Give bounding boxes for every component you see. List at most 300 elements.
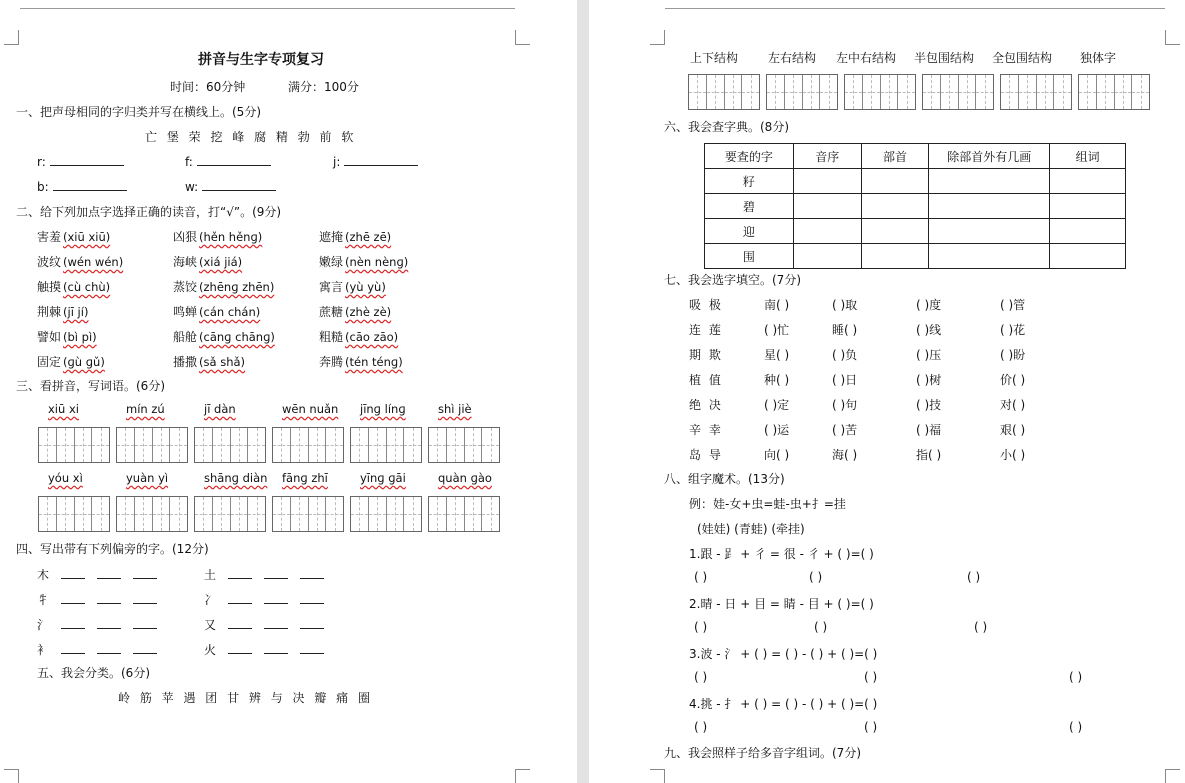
grid-cell[interactable] — [387, 497, 405, 531]
answer-cell[interactable] — [1050, 194, 1126, 219]
grid-cell[interactable] — [75, 497, 93, 531]
writing-grid[interactable] — [116, 427, 188, 463]
structure-label: 全包围结构 — [992, 51, 1053, 65]
fill-blank-item[interactable]: 种( ) — [764, 373, 790, 387]
answer-cell[interactable] — [929, 219, 1050, 244]
answer-blank[interactable] — [61, 643, 85, 654]
grid-cell[interactable] — [57, 428, 75, 462]
writing-grid[interactable] — [766, 74, 838, 110]
line-label: w: — [185, 180, 199, 194]
grid-cell[interactable] — [248, 497, 265, 531]
grid-cell[interactable] — [1054, 75, 1071, 109]
grid-cell[interactable] — [117, 497, 135, 531]
grid-cell[interactable] — [309, 428, 327, 462]
choice-pair: 植 值 — [689, 373, 723, 387]
answer-blank[interactable] — [228, 593, 252, 604]
answer-cell[interactable] — [929, 194, 1050, 219]
grid-cell[interactable] — [326, 497, 343, 531]
grid-cell[interactable] — [725, 75, 743, 109]
answer-line-f[interactable] — [185, 153, 271, 169]
grid-cell[interactable] — [195, 497, 213, 531]
page-title: 拼音与生字专项复习 — [198, 52, 324, 68]
fill-blank-item[interactable]: 指( ) — [916, 448, 942, 462]
writing-grid[interactable] — [194, 496, 266, 532]
answer-blank[interactable] — [202, 178, 276, 191]
grid-cell[interactable] — [1019, 75, 1037, 109]
section-heading: 一、把声母相同的字归类并写在横线上。(5分) — [16, 105, 261, 119]
radical-row — [204, 641, 336, 658]
pinyin-label: jīnɡ línɡ — [360, 402, 406, 416]
grid-cell[interactable] — [291, 497, 309, 531]
grid-cell[interactable] — [75, 428, 93, 462]
item-pinyin-options[interactable]: (zhē zē) — [345, 230, 392, 244]
answer-blank[interactable] — [50, 153, 124, 166]
fill-blank-item[interactable]: ( )运 — [764, 423, 790, 437]
grid-cell[interactable] — [369, 497, 387, 531]
fill-blank-item[interactable]: ( )日 — [832, 373, 858, 387]
grid-cell[interactable] — [273, 428, 291, 462]
item-word: 凶狠 — [173, 230, 198, 244]
answer-blank[interactable] — [300, 618, 324, 629]
answer-blank[interactable] — [300, 568, 324, 579]
grid-cell[interactable] — [863, 75, 881, 109]
fill-blank-item[interactable]: 南( ) — [764, 298, 790, 312]
answer-line-b[interactable] — [37, 178, 127, 194]
answer-cell[interactable] — [861, 219, 929, 244]
radical-char: 氵 — [37, 618, 50, 632]
grid-cell[interactable] — [231, 428, 249, 462]
answer-cell[interactable] — [861, 169, 929, 194]
fill-blank-item[interactable]: 价( ) — [1000, 373, 1026, 387]
writing-grid[interactable] — [428, 496, 500, 532]
fill-blank-item[interactable]: 星( ) — [764, 348, 790, 362]
item-word: 荆棘 — [37, 305, 62, 319]
magic-equation[interactable]: 2.晴 - 日 + 目 = 睛 - 目 + ( )=( ) — [689, 597, 874, 611]
answer-blank[interactable] — [344, 153, 418, 166]
radical-row — [37, 566, 169, 583]
pronunciation-item[interactable] — [319, 228, 391, 245]
item-word: 遮掩 — [319, 230, 344, 244]
pronunciation-item[interactable] — [173, 278, 274, 295]
answer-cell[interactable] — [861, 244, 929, 269]
grid-cell[interactable] — [273, 497, 291, 531]
example-line: 例：娃-女+虫=蛙-虫+扌=挂 — [689, 497, 846, 511]
grid-cell[interactable] — [1097, 75, 1115, 109]
item-pinyin-options[interactable]: (tén ténɡ) — [345, 355, 403, 369]
structure-label: 左中右结构 — [836, 51, 897, 65]
choice-pair: 岛 导 — [689, 448, 723, 462]
item-word: 固定 — [37, 355, 62, 369]
fill-blank-item[interactable]: ( )负 — [832, 348, 858, 362]
answer-blank[interactable] — [133, 568, 157, 579]
answer-blank[interactable] — [300, 593, 324, 604]
writing-grid[interactable] — [272, 496, 344, 532]
grid-cell[interactable] — [135, 428, 153, 462]
fill-blank-item[interactable]: ( )取 — [832, 298, 858, 312]
answer-blank[interactable] — [133, 643, 157, 654]
crop-mark — [4, 769, 19, 783]
crop-mark — [650, 30, 665, 45]
radical-char: 土 — [204, 568, 217, 582]
item-word: 粗糙 — [319, 330, 344, 344]
grid-cell[interactable] — [1132, 75, 1149, 109]
page-right — [589, 0, 1185, 783]
item-word: 蔗糖 — [319, 305, 344, 319]
table-row — [705, 244, 1126, 269]
writing-grid[interactable] — [272, 427, 344, 463]
grid-cell[interactable] — [231, 497, 249, 531]
item-pinyin-options[interactable]: (wén wén) — [63, 255, 124, 269]
crop-mark — [650, 769, 665, 783]
fill-blank-item[interactable]: ( )福 — [916, 423, 942, 437]
structure-label: 上下结构 — [690, 51, 739, 65]
grid-cell[interactable] — [39, 428, 57, 462]
pronunciation-item[interactable] — [173, 353, 245, 370]
grid-cell[interactable] — [820, 75, 837, 109]
section-heading: 二、给下列加点字选择正确的读音，打“√”。(9分) — [16, 205, 282, 219]
writing-grid[interactable] — [116, 496, 188, 532]
pronunciation-item[interactable] — [37, 353, 105, 370]
grid-cell[interactable] — [92, 428, 109, 462]
answer-line-w[interactable] — [185, 178, 276, 194]
magic-equation[interactable]: 1.跟 - 𧾷 + 彳 = 很 - 彳 + ( )=( ) — [689, 547, 874, 561]
answer-paren[interactable]: ( ) — [967, 570, 981, 584]
fill-blank-item[interactable]: ( )苦 — [832, 423, 858, 437]
pronunciation-item[interactable] — [319, 353, 403, 370]
magic-equation[interactable]: 4.挑 - 扌 + ( ) = ( ) - ( ) + ( )=( ) — [689, 697, 878, 711]
answer-blank[interactable] — [300, 643, 324, 654]
pinyin-label: xiū xi — [48, 402, 79, 416]
item-pinyin-options[interactable]: (cù chù) — [63, 280, 111, 294]
grid-cell[interactable] — [404, 497, 421, 531]
fill-blank-item[interactable]: ( )技 — [916, 398, 942, 412]
pronunciation-item[interactable] — [37, 303, 88, 320]
answer-cell[interactable] — [1050, 169, 1126, 194]
answer-blank[interactable] — [61, 568, 85, 579]
answer-blank[interactable] — [228, 643, 252, 654]
writing-grid[interactable] — [38, 427, 110, 463]
grid-cell[interactable] — [707, 75, 725, 109]
answer-paren[interactable]: ( ) — [974, 620, 988, 634]
pinyin-label: yuàn yì — [126, 471, 169, 485]
item-word: 波纹 — [37, 255, 62, 269]
pronunciation-item[interactable] — [173, 253, 242, 270]
answer-cell[interactable] — [793, 244, 861, 269]
writing-grid[interactable] — [428, 427, 500, 463]
pronunciation-item[interactable] — [173, 228, 262, 245]
grid-cell[interactable] — [326, 428, 343, 462]
fill-blank-item[interactable]: ( )树 — [916, 373, 942, 387]
fill-blank-item[interactable]: ( )定 — [764, 398, 790, 412]
answer-cell[interactable] — [1050, 219, 1126, 244]
writing-grid[interactable] — [38, 496, 110, 532]
pronunciation-item[interactable] — [173, 328, 275, 345]
writing-grid[interactable] — [194, 427, 266, 463]
grid-cell[interactable] — [976, 75, 993, 109]
item-pinyin-options[interactable]: (ɡù ɡǔ) — [63, 355, 105, 369]
grid-cell[interactable] — [291, 428, 309, 462]
page-left — [0, 0, 577, 783]
example-words: (娃娃) (青蛙) (牵挂) — [697, 522, 805, 536]
page-top-rule — [20, 8, 515, 9]
writing-grid[interactable] — [844, 74, 916, 110]
structure-label: 半包围结构 — [914, 51, 975, 65]
radical-char: 火 — [204, 643, 217, 657]
item-word: 蒸饺 — [173, 280, 198, 294]
table-row — [705, 194, 1126, 219]
item-word: 触摸 — [37, 280, 62, 294]
answer-paren[interactable]: ( ) — [809, 570, 823, 584]
grid-cell[interactable] — [1037, 75, 1055, 109]
answer-blank[interactable] — [61, 618, 85, 629]
section-heading: 四、写出带有下列偏旁的字。(12分) — [16, 542, 209, 556]
pronunciation-item[interactable] — [319, 303, 391, 320]
item-word: 譬如 — [37, 330, 62, 344]
grid-cell[interactable] — [351, 497, 369, 531]
answer-cell[interactable] — [929, 244, 1050, 269]
radical-row — [37, 616, 169, 633]
structure-label: 独体字 — [1080, 51, 1117, 65]
grid-cell[interactable] — [57, 497, 75, 531]
pronunciation-item[interactable] — [173, 303, 260, 320]
grid-cell[interactable] — [959, 75, 977, 109]
grid-cell[interactable] — [170, 428, 187, 462]
fill-blank-item[interactable]: ( )管 — [1000, 298, 1026, 312]
grid-cell[interactable] — [92, 497, 109, 531]
answer-paren[interactable]: ( ) — [694, 570, 708, 584]
grid-cell[interactable] — [803, 75, 821, 109]
grid-cell[interactable] — [1001, 75, 1019, 109]
item-pinyin-options[interactable]: (zhè zè) — [345, 305, 392, 319]
grid-cell[interactable] — [465, 428, 483, 462]
pronunciation-item[interactable] — [319, 253, 408, 270]
item-word: 奔腾 — [319, 355, 344, 369]
line-label: f: — [185, 155, 193, 169]
lookup-char: 籽 — [705, 169, 794, 194]
radical-row — [37, 591, 169, 608]
fill-blank-item[interactable]: 海( ) — [832, 448, 858, 462]
choice-pair: 绝 决 — [689, 398, 723, 412]
answer-cell[interactable] — [793, 169, 861, 194]
grid-cell[interactable] — [881, 75, 899, 109]
answer-paren[interactable]: ( ) — [694, 620, 708, 634]
fill-blank-item[interactable]: ( )盼 — [1000, 348, 1026, 362]
answer-blank[interactable] — [133, 618, 157, 629]
pronunciation-item[interactable] — [37, 328, 97, 345]
fill-blank-item[interactable]: 对( ) — [1000, 398, 1026, 412]
grid-cell[interactable] — [767, 75, 785, 109]
pronunciation-item[interactable] — [37, 278, 110, 295]
answer-paren[interactable]: ( ) — [814, 620, 828, 634]
grid-cell[interactable] — [213, 497, 231, 531]
pronunciation-item[interactable] — [319, 278, 386, 295]
line-label: r: — [37, 155, 46, 169]
table-header-cell: 组词 — [1050, 144, 1126, 169]
radical-row — [204, 591, 336, 608]
answer-blank[interactable] — [97, 643, 121, 654]
section-heading: 六、我会查字典。(8分) — [664, 120, 789, 134]
section-heading: 七、我会选字填空。(7分) — [664, 273, 801, 287]
answer-cell[interactable] — [929, 169, 1050, 194]
item-pinyin-options[interactable]: (cānɡ chānɡ) — [199, 330, 275, 344]
fill-blank-item[interactable]: ( )度 — [916, 298, 942, 312]
grid-cell[interactable] — [135, 497, 153, 531]
answer-blank[interactable] — [264, 593, 288, 604]
answer-blank[interactable] — [228, 618, 252, 629]
table-header-cell: 部首 — [861, 144, 929, 169]
grid-cell[interactable] — [1115, 75, 1133, 109]
table-header-row — [705, 144, 1126, 169]
answer-line-j[interactable] — [333, 153, 418, 169]
writing-grid[interactable] — [350, 496, 422, 532]
pinyin-label: quàn ɡào — [438, 471, 492, 485]
page-gap — [577, 0, 589, 783]
answer-blank[interactable] — [228, 568, 252, 579]
answer-cell[interactable] — [793, 219, 861, 244]
fill-blank-item[interactable]: ( )忙 — [764, 323, 790, 337]
answer-paren[interactable]: ( ) — [694, 720, 708, 734]
choice-pair: 连 莲 — [689, 323, 723, 337]
radical-char: 牜 — [37, 593, 50, 607]
writing-grid[interactable] — [1000, 74, 1072, 110]
pinyin-label: wēn nuǎn — [282, 402, 339, 416]
item-pinyin-options[interactable]: (yù yù) — [345, 280, 386, 294]
item-pinyin-options[interactable]: (jī jí) — [63, 305, 89, 319]
pinyin-label: yīnɡ ɡāi — [360, 471, 406, 485]
grid-cell[interactable] — [429, 428, 447, 462]
answer-paren[interactable]: ( ) — [1069, 670, 1083, 684]
line-label: j: — [333, 155, 341, 169]
item-pinyin-options[interactable]: (xiá jiá) — [199, 255, 243, 269]
answer-blank[interactable] — [61, 593, 85, 604]
fill-blank-item[interactable]: 小( ) — [1000, 448, 1026, 462]
lookup-char: 碧 — [705, 194, 794, 219]
radical-row — [204, 616, 336, 633]
item-word: 船舱 — [173, 330, 198, 344]
answer-blank[interactable] — [197, 153, 271, 166]
grid-cell[interactable] — [309, 497, 327, 531]
answer-blank[interactable] — [53, 178, 127, 191]
item-pinyin-options[interactable]: (xiū xiū) — [63, 230, 111, 244]
grid-cell[interactable] — [429, 497, 447, 531]
grid-cell[interactable] — [923, 75, 941, 109]
grid-cell[interactable] — [447, 428, 465, 462]
grid-cell[interactable] — [785, 75, 803, 109]
fill-blank-item[interactable]: ( )压 — [916, 348, 942, 362]
table-row — [705, 219, 1126, 244]
grid-cell[interactable] — [170, 497, 187, 531]
item-pinyin-options[interactable]: (cāo zāo) — [345, 330, 399, 344]
grid-cell[interactable] — [248, 428, 265, 462]
answer-cell[interactable] — [793, 194, 861, 219]
grid-cell[interactable] — [351, 428, 369, 462]
pinyin-label: shì jiè — [438, 402, 472, 416]
grid-cell[interactable] — [482, 428, 499, 462]
radical-row — [37, 641, 169, 658]
grid-cell[interactable] — [447, 497, 465, 531]
fill-blank-item[interactable]: ( )花 — [1000, 323, 1026, 337]
item-pinyin-options[interactable]: (hěn hěnɡ) — [199, 230, 263, 244]
grid-cell[interactable] — [369, 428, 387, 462]
answer-paren[interactable]: ( ) — [1069, 720, 1083, 734]
table-header-cell: 音序 — [793, 144, 861, 169]
choice-pair: 辛 幸 — [689, 423, 723, 437]
answer-cell[interactable] — [1050, 244, 1126, 269]
pronunciation-item[interactable] — [37, 253, 123, 270]
grid-cell[interactable] — [387, 428, 405, 462]
grid-cell[interactable] — [689, 75, 707, 109]
radical-char: 衤 — [37, 643, 50, 657]
answer-cell[interactable] — [861, 194, 929, 219]
radical-char: 又 — [204, 618, 217, 632]
fill-blank-item[interactable]: 向( ) — [764, 448, 790, 462]
grid-cell[interactable] — [39, 497, 57, 531]
pinyin-label: shānɡ diàn — [204, 471, 268, 485]
answer-paren[interactable]: ( ) — [864, 670, 878, 684]
pronunciation-item[interactable] — [319, 328, 398, 345]
fill-blank-item[interactable]: 睡( ) — [832, 323, 858, 337]
score-info: 满分：100分 — [288, 80, 359, 94]
item-pinyin-options[interactable]: (sǎ shǎ) — [199, 355, 246, 369]
grid-cell[interactable] — [153, 497, 171, 531]
writing-grid[interactable] — [922, 74, 994, 110]
answer-blank[interactable] — [97, 618, 121, 629]
grid-cell[interactable] — [845, 75, 863, 109]
section-heading: 三、看拼音，写词语。(6分) — [16, 379, 165, 393]
grid-cell[interactable] — [482, 497, 499, 531]
grid-cell[interactable] — [742, 75, 759, 109]
grid-cell[interactable] — [117, 428, 135, 462]
radical-char: 木 — [37, 568, 50, 582]
fill-blank-item[interactable]: ( )句 — [832, 398, 858, 412]
answer-paren[interactable]: ( ) — [864, 720, 878, 734]
answer-blank[interactable] — [264, 618, 288, 629]
answer-blank[interactable] — [97, 568, 121, 579]
section-heading: 五、我会分类。(6分) — [37, 666, 150, 680]
grid-cell[interactable] — [213, 428, 231, 462]
answer-blank[interactable] — [133, 593, 157, 604]
writing-grid[interactable] — [688, 74, 760, 110]
grid-cell[interactable] — [153, 428, 171, 462]
line-label: b: — [37, 180, 49, 194]
item-pinyin-options[interactable]: (nèn nènɡ) — [345, 255, 409, 269]
item-pinyin-options[interactable]: (bì pì) — [63, 330, 97, 344]
grid-cell[interactable] — [195, 428, 213, 462]
writing-grid[interactable] — [1078, 74, 1150, 110]
pronunciation-item[interactable] — [37, 228, 110, 245]
grid-cell[interactable] — [1079, 75, 1097, 109]
answer-line-r[interactable] — [37, 153, 124, 169]
fill-blank-item[interactable]: 艰( ) — [1000, 423, 1026, 437]
grid-cell[interactable] — [465, 497, 483, 531]
pinyin-label: mín zú — [126, 402, 165, 416]
answer-blank[interactable] — [264, 568, 288, 579]
pinyin-label: fānɡ zhī — [282, 471, 328, 485]
item-pinyin-options[interactable]: (zhēnɡ zhēn) — [199, 280, 275, 294]
fill-blank-item[interactable]: ( )线 — [916, 323, 942, 337]
grid-cell[interactable] — [404, 428, 421, 462]
crop-mark — [515, 769, 530, 783]
table-header-cell: 要查的字 — [705, 144, 794, 169]
answer-blank[interactable] — [264, 643, 288, 654]
item-pinyin-options[interactable]: (cán chán) — [199, 305, 261, 319]
grid-cell[interactable] — [898, 75, 915, 109]
answer-blank[interactable] — [97, 593, 121, 604]
grid-cell[interactable] — [941, 75, 959, 109]
writing-grid[interactable] — [350, 427, 422, 463]
answer-paren[interactable]: ( ) — [694, 670, 708, 684]
magic-equation[interactable]: 3.波 - 氵 + ( ) = ( ) - ( ) + ( )=( ) — [689, 647, 878, 661]
